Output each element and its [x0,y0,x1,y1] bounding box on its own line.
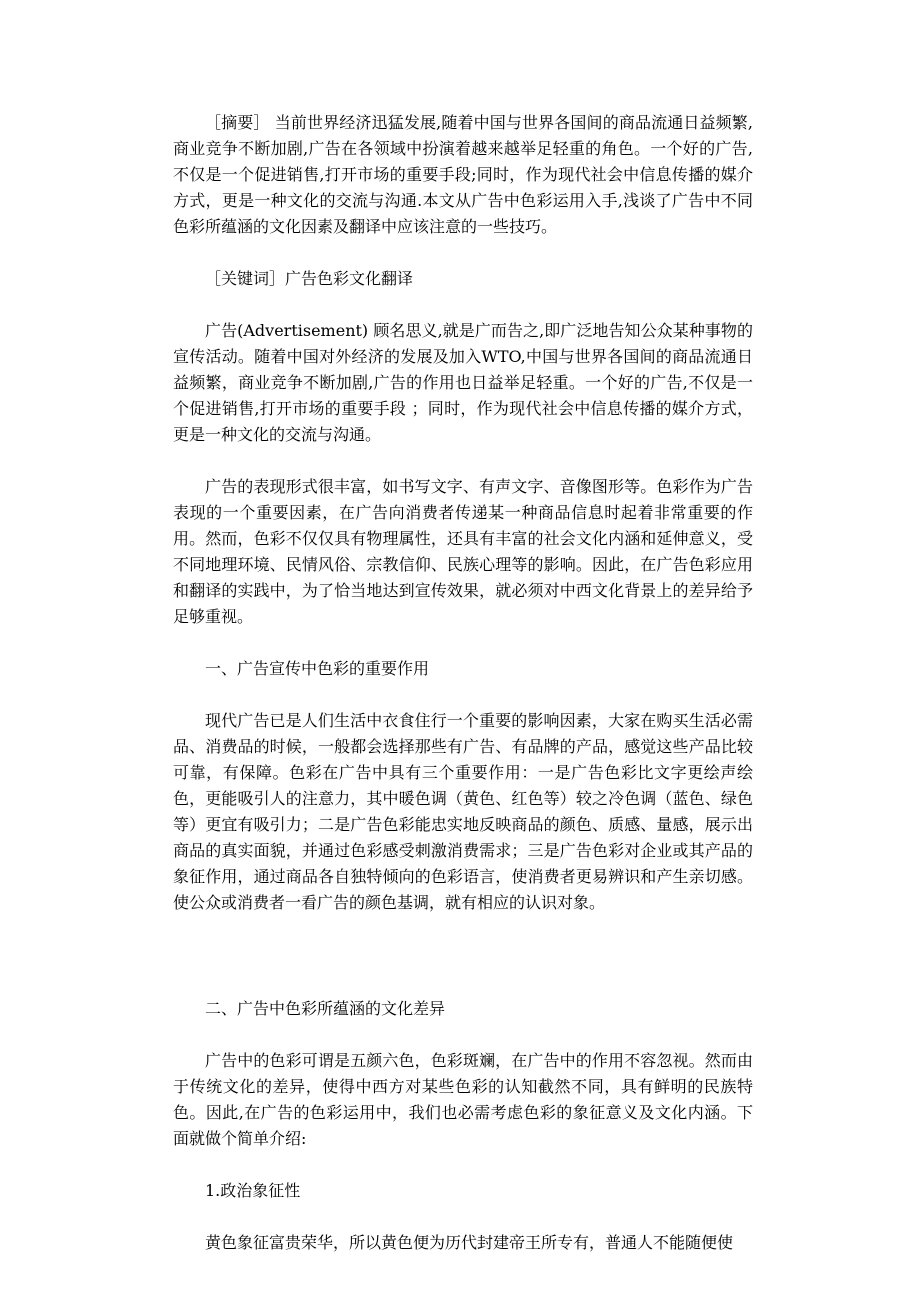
intro-paragraph-1: 广告(Advertisement) 顾名思义,就是广而告之,即广泛地告知公众某种事物的宣传活动。随着中国对外经济的发展及加入WTO,中国与世界各国间的商品流通日益频繁，商业竞争不断加剧,广告的作用也日益举足轻重。一个好的广告,不仅是一个促进销售,打开市场的重要手段 ；同时，作为现代社会中信息传播的媒介方式，更是一种文化的交流与沟通。 [173,321,753,444]
keywords-line: ［关键词］广告色彩文化翻译 [205,269,414,288]
section-1-paragraph: 现代广告已是人们生活中衣食住行一个重要的影响因素，大家在购买生活必需品、消费品的时候，一般都会选择那些有广告、有品牌的产品，感觉这些产品比较可靠，有保障。色彩在广告中具有三个重要作用：一是广告色彩比文字更绘声绘色，更能吸引人的注意力，其中暖色调（黄色、红色等）较之冷色调（蓝色、绿色等）更宜有吸引力；二是广告色彩能忠实地反映商品的颜色、质感、量感，展示出商品的真实面貌，并通过色彩感受刺激消费需求；三是广告色彩对企业或其产品的象征作用，通过商品各自独特倾向的色彩语言，使消费者更易辨识和产生亲切感。使公众或消费者一看广告的颜色基调，就有相应的认识对象。 [173,711,753,912]
document-body [173,110,753,1256]
subsection-1-paragraph: 黄色象征富贵荣华，所以黄色便为历代封建帝王所专有，普通人不能随便使 [205,1233,734,1252]
intro-paragraph-2: 广告的表现形式很丰富，如书写文字、有声文字、音像图形等。色彩作为广告表现的一个重要因素，在广告向消费者传递某一种商品信息时起着非常重要的作用。然而，色彩不仅仅具有物理属性，还具有丰富的社会文化内涵和延伸意义，受不同地理环境、民情风俗、宗教信仰、民族心理等的影响。因此，在广告色彩应用和翻译的实践中，为了恰当地达到宣传效果，就必须对中西文化背景上的差异给予足够重视。 [173,477,753,626]
abstract-paragraph: ［摘要］ 当前世界经济迅猛发展,随着中国与世界各国间的商品流通日益频繁,商业竞争不断加剧,广告在各领域中扮演着越来越举足轻重的角色。一个好的广告,不仅是一个促进销售,打开市场的重要手段;同时，作为现代社会中信息传播的媒介方式，更是一种文化的交流与沟通.本文从广告中色彩运用入手,浅谈了广告中不同色彩所蕴涵的文化因素及翻译中应该注意的一些技巧。 [173,113,753,236]
section-2-paragraph: 广告中的色彩可谓是五颜六色，色彩斑斓，在广告中的作用不容忽视。然而由于传统文化的差异，使得中西方对某些色彩的认知截然不同，具有鲜明的民族特色。因此,在广告的色彩运用中，我们也必需考虑色彩的象征意义及文化内涵。下面就做个简单介绍: [173,1051,753,1148]
section-1-heading: 一、广告宣传中色彩的重要作用 [205,659,430,678]
subsection-1-heading: 1.政治象征性 [205,1181,301,1200]
section-2-heading: 二、广告中色彩所蕴涵的文化差异 [205,999,446,1018]
